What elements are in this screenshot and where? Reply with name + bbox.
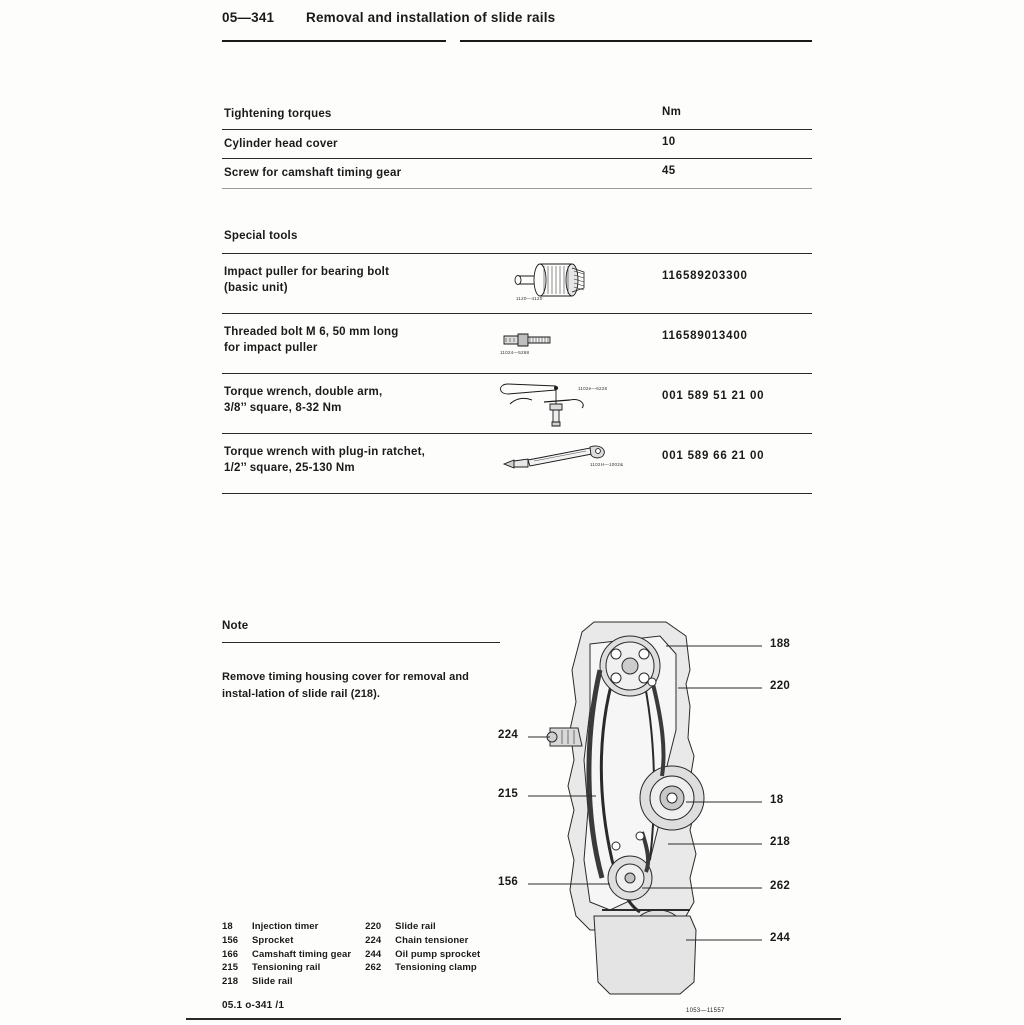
figure-legend xyxy=(222,920,522,989)
page-footer: 05.1 o-341 /1 xyxy=(222,1000,285,1011)
timing-case-drawing xyxy=(490,610,830,1020)
special-tools-heading: Special tools xyxy=(224,230,298,242)
legend-label: Sprocket xyxy=(252,934,294,946)
tool-figure-cell xyxy=(494,314,662,372)
header-rule-right xyxy=(460,40,812,42)
legend-column-1 xyxy=(222,920,351,989)
tool-part-number: 001 589 51 21 00 xyxy=(662,389,765,402)
legend-label: Oil pump sprocket xyxy=(395,948,481,960)
legend-label: Camshaft timing gear xyxy=(252,948,352,960)
list-item xyxy=(222,948,351,962)
legend-number: 218 xyxy=(222,976,239,988)
legend-label: Tensioning rail xyxy=(252,962,321,974)
tool-figure-cell xyxy=(494,254,662,312)
header-line xyxy=(222,10,812,25)
note-rule xyxy=(222,642,500,643)
page-title: Removal and installation of slide rails xyxy=(306,10,556,25)
special-tools-heading-row xyxy=(222,222,812,254)
legend-number: 166 xyxy=(222,948,239,960)
legend-label: Chain tensioner xyxy=(395,934,469,946)
legend-number: 18 xyxy=(222,921,233,932)
figure-callout-215: 215 xyxy=(498,788,519,800)
figure-callout-220: 220 xyxy=(770,680,791,692)
threaded-bolt-icon xyxy=(494,314,662,372)
table-row xyxy=(222,374,812,434)
tool-label-line2: for impact puller xyxy=(224,342,318,355)
tool-label xyxy=(222,314,494,363)
tool-label-line1: Impact puller for bearing bolt xyxy=(224,265,390,278)
figure-caption: 11024—5268 xyxy=(500,349,530,355)
legend-number: 215 xyxy=(222,962,239,974)
note-block xyxy=(222,620,502,703)
table-header-row xyxy=(222,100,812,130)
legend-number: 244 xyxy=(365,948,382,960)
figure-callout-156: 156 xyxy=(498,876,519,888)
spacer xyxy=(662,222,812,234)
tool-label-line1: Torque wrench, double arm, xyxy=(224,385,383,398)
torque-item-value: 45 xyxy=(662,165,676,178)
table-row xyxy=(222,130,812,160)
tool-label-line1: Torque wrench with plug-in ratchet, xyxy=(224,445,426,458)
note-text: Remove timing housing cover for removal and instal-lation of slide rail (218). xyxy=(222,671,469,701)
torque-item-label: Screw for camshaft timing gear xyxy=(224,167,402,180)
list-item xyxy=(222,961,351,975)
header-rule-left xyxy=(222,40,446,42)
tightening-torques-table xyxy=(222,100,812,189)
tool-label xyxy=(222,254,494,303)
list-item xyxy=(222,920,351,934)
header-rules xyxy=(222,40,812,44)
legend-number: 224 xyxy=(365,934,382,946)
double-arm-torque-wrench-icon xyxy=(494,374,662,432)
tool-part-number: 116589203300 xyxy=(662,269,748,282)
figure-id: 1053—11557 xyxy=(686,1008,725,1014)
tool-part-number: 116589013400 xyxy=(662,329,748,342)
tool-label xyxy=(222,434,494,483)
figure-caption: 1102e—6228 xyxy=(578,385,608,391)
figure-callout-244: 244 xyxy=(770,932,791,944)
tool-figure-cell xyxy=(494,374,662,432)
list-item xyxy=(222,975,351,989)
figure-callout-218: 218 xyxy=(770,836,791,848)
tool-figure-cell xyxy=(494,434,662,492)
list-item xyxy=(365,920,480,934)
table-row xyxy=(222,254,812,314)
figure-callout-262: 262 xyxy=(770,880,791,892)
spacer xyxy=(494,222,662,223)
list-item xyxy=(222,934,351,948)
figure-callout-224: 224 xyxy=(498,729,519,741)
legend-label: Slide rail xyxy=(395,921,436,932)
legend-number: 262 xyxy=(365,962,382,974)
tool-label-line2: (basic unit) xyxy=(224,282,288,295)
table-row xyxy=(222,434,812,494)
legend-label: Slide rail xyxy=(252,976,293,988)
table-row xyxy=(222,314,812,374)
threaded-bolt-drawing xyxy=(494,314,654,372)
plug-in-ratchet-torque-wrench-icon xyxy=(494,434,662,492)
timing-case-figure xyxy=(490,610,830,1020)
torques-unit-header: Nm xyxy=(662,106,682,118)
tool-label-line2: 1/2’’ square, 25-130 Nm xyxy=(224,462,355,475)
note-title: Note xyxy=(222,620,249,632)
impact-puller-icon xyxy=(494,254,662,312)
tool-label-line1: Threaded bolt M 6, 50 mm long xyxy=(224,325,399,338)
figure-caption: 1120—4120 xyxy=(516,295,543,301)
section-number: 05—341 xyxy=(222,10,275,25)
spacer xyxy=(494,100,662,101)
tool-label-line2: 3/8’’ square, 8-32 Nm xyxy=(224,402,342,415)
table-row xyxy=(222,159,812,189)
torque-item-value: 10 xyxy=(662,135,676,148)
legend-column-2 xyxy=(365,920,480,989)
tool-label xyxy=(222,374,494,423)
legend-number: 156 xyxy=(222,934,239,946)
spacer xyxy=(494,130,662,131)
tool-part-number: 001 589 66 21 00 xyxy=(662,449,765,462)
legend-label: Tensioning clamp xyxy=(395,962,477,974)
torques-col-header: Tightening torques xyxy=(224,108,332,120)
figure-callout-18: 18 xyxy=(770,794,784,806)
page-header xyxy=(222,10,812,25)
figure-callout-188: 188 xyxy=(770,638,791,650)
footer-rule xyxy=(186,1018,841,1020)
ratchet-wrench-drawing xyxy=(494,434,654,492)
list-item xyxy=(365,934,480,948)
impact-puller-drawing xyxy=(494,254,654,312)
list-item xyxy=(365,948,480,962)
torque-item-label: Cylinder head cover xyxy=(224,137,338,150)
list-item xyxy=(365,961,480,975)
spacer xyxy=(494,159,662,160)
special-tools-table xyxy=(222,222,812,494)
double-arm-wrench-drawing xyxy=(494,374,654,432)
legend-number: 220 xyxy=(365,921,382,932)
legend-label: Injection timer xyxy=(252,921,319,932)
figure-caption: 1102H—1002& xyxy=(590,461,624,467)
